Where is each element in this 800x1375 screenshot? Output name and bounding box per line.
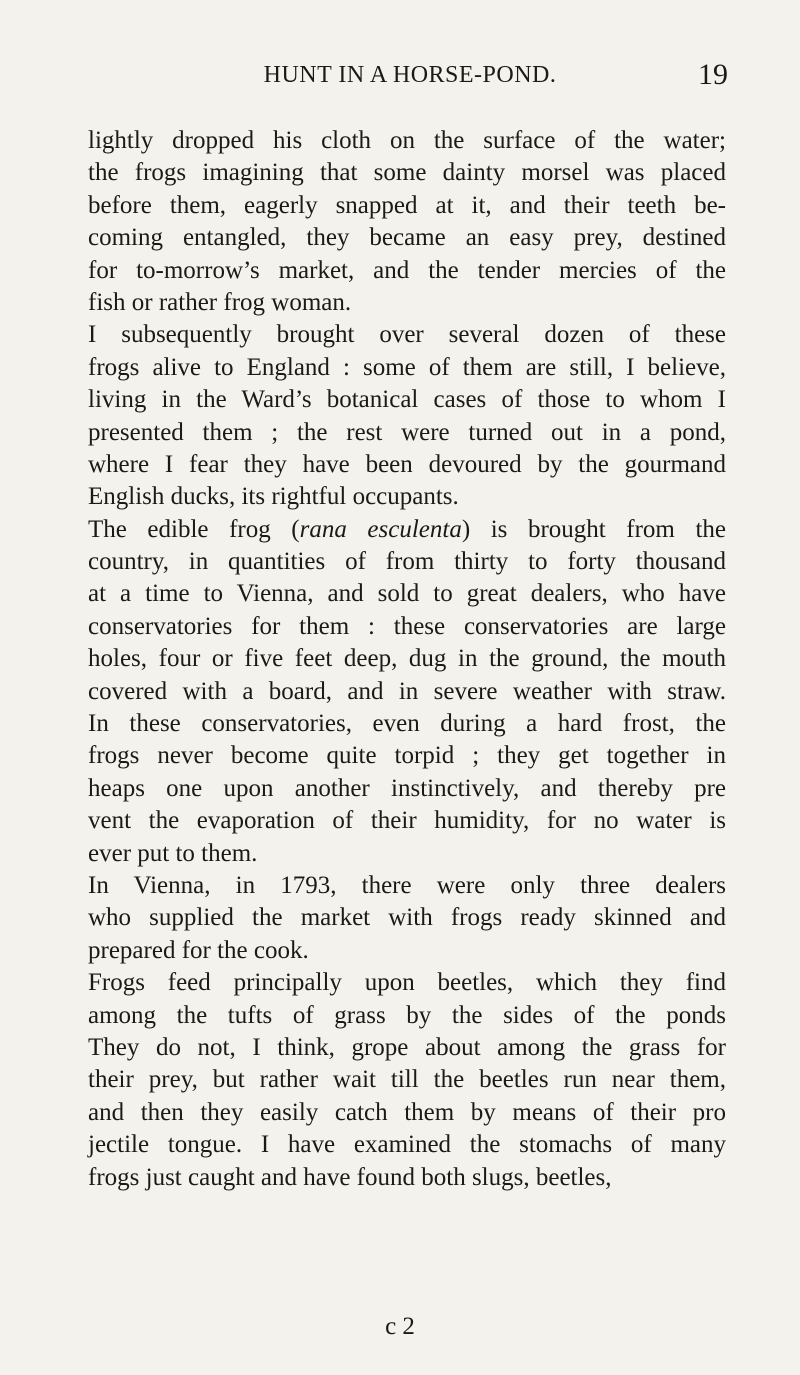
text-line: frogs never become quite torpid ; they get together in [88, 742, 726, 770]
text-line: In these conservatories, even during a hard frost, the [88, 710, 726, 738]
text-line: coming entangled, they became an easy prey, destined [88, 224, 726, 252]
text-line: In Vienna, in 1793, there were only three dealers [88, 871, 726, 899]
text-line: for to-morrow’s market, and the tender mercies of the [88, 256, 726, 284]
text-line: frogs alive to England : some of them are still, I believe, [88, 353, 726, 381]
text-line: fish or rather frog woman. [88, 288, 352, 316]
text-line: covered with a board, and in severe weather with straw. [88, 677, 726, 705]
running-head: HUNT IN A HORSE-POND. [263, 62, 557, 88]
text-line: the frogs imagining that some dainty morsel was placed [88, 159, 726, 187]
text-line: and then they easily catch them by means of their pro [88, 1098, 726, 1126]
body-text [88, 125, 726, 1194]
text-line: prepared for the cook. [88, 936, 309, 964]
text-line: jectile tongue. I have examined the stomachs of many [88, 1131, 726, 1159]
text-line: vent the evaporation of their humidity, for no water is [88, 807, 726, 835]
text-line: among the tufts of grass by the sides of the ponds [88, 1001, 726, 1029]
text-line: living in the Ward’s botanical cases of those to whom I [88, 386, 726, 414]
text-line: where I fear they have been devoured by the gourmand [88, 450, 726, 478]
text-line: Frogs feed principally upon beetles, which they find [88, 969, 726, 997]
text-line: frogs just caught and have found both slugs, beetles, [88, 1163, 612, 1191]
text-line: country, in quantities of from thirty to forty thousand [88, 548, 726, 576]
page-number: 19 [698, 58, 728, 91]
text-line: lightly dropped his cloth on the surface of the water; [88, 127, 726, 154]
text-line: their prey, but rather wait till the beetles run near them, [88, 1066, 726, 1094]
text-line: I subsequently brought over several dozen of these [88, 321, 726, 349]
text-line: The edible frog (rana esculenta) is brought from the [88, 515, 726, 543]
page-header [92, 58, 728, 102]
text-line: conservatories for them : these conservatories are large [88, 612, 726, 640]
signature-mark: c 2 [385, 1313, 415, 1340]
text-line: presented them ; the rest were turned out in a pond, [88, 418, 726, 446]
species-name: rana esculenta [299, 515, 462, 543]
text-line: at a time to Vienna, and sold to great dealers, who have [88, 580, 726, 608]
text-line: before them, eagerly snapped at it, and their teeth be- [88, 191, 726, 219]
text-line: ever put to them. [88, 839, 258, 867]
text-line: holes, four or five feet deep, dug in the ground, the mouth [88, 645, 726, 673]
text-line: heaps one upon another instinctively, and thereby pre [88, 774, 726, 802]
text-line: who supplied the market with frogs ready skinned and [88, 904, 726, 932]
text-line: They do not, I think, grope about among the grass for [88, 1033, 726, 1061]
text-line: English ducks, its rightful occupants. [88, 483, 459, 511]
